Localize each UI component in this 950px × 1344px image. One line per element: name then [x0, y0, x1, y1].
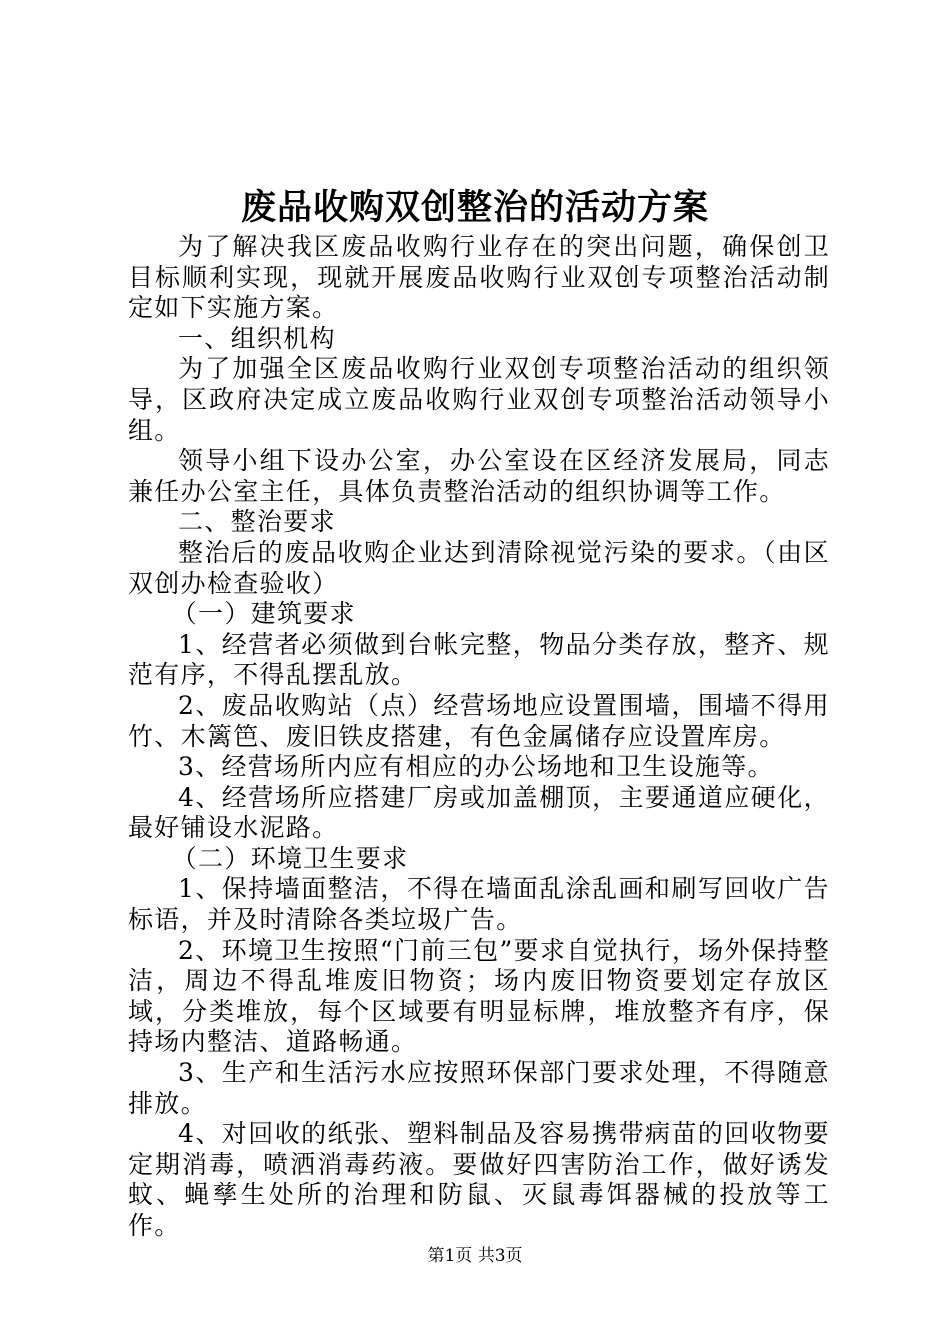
page-number-footer: 第1页 共3页: [427, 1246, 523, 1266]
list-item: 4、对回收的纸张、塑料制品及容易携带病苗的回收物要定期消毒，喷洒消毒药液。要做好四害防治工作，做好诱发蚊、蝇孳生处所的治理和防鼠、灭鼠毒饵器械的投放等工作。: [128, 1119, 830, 1240]
document-body: [128, 232, 830, 1242]
document-title: 废品收购双创整治的活动方案: [240, 187, 709, 228]
paragraph-office: 领导小组下设办公室，办公室设在区经济发展局，同志兼任办公室主任，具体负责整治活动的组织协调等工作。: [128, 446, 830, 506]
list-item: 1、保持墙面整洁，不得在墙面乱涂乱画和刷写回收广告标语，并及时清除各类垃圾广告。: [128, 874, 830, 935]
list-item: 4、经营场所应搭建厂房或加盖棚顶，主要通道应硬化，最好铺设水泥路。: [128, 782, 830, 843]
subsection-heading-sanitation: （二）环境卫生要求: [171, 843, 409, 873]
list-item: 2、废品收购站（点）经营场地应设置围墙，围墙不得用竹、木篱笆、废旧铁皮搭建，有色金属储存应设置库房。: [128, 690, 830, 751]
section-heading-organization: 一、组织机构: [178, 323, 336, 353]
list-item: 3、生产和生活污水应按照环保部门要求处理，不得随意排放。: [128, 1058, 830, 1118]
paragraph-requirements: 整治后的废品收购企业达到清除视觉污染的要求。（由区双创办检查验收）: [128, 537, 830, 598]
subsection-heading-building: （一）建筑要求: [171, 599, 356, 629]
list-item: 3、经营场所内应有相应的办公场地和卫生设施等。: [178, 752, 774, 782]
paragraph-intro: 为了解决我区废品收购行业存在的突出问题，确保创卫目标顺利实现，现就开展废品收购行业双创专项整治活动制定如下实施方案。: [128, 232, 830, 323]
list-item: 1、经营者必须做到台帐完整，物品分类存放，整齐、规范有序，不得乱摆乱放。: [128, 629, 830, 690]
section-heading-requirements: 二、整治要求: [178, 507, 336, 537]
list-item: 2、环境卫生按照“门前三包”要求自觉执行，场外保持整洁，周边不得乱堆废旧物资；场内废旧物资要划定存放区域，分类堆放，每个区域要有明显标牌，堆放整齐有序，保持场内整洁、道路畅通。: [128, 935, 830, 1057]
paragraph-organization: 为了加强全区废品收购行业双创专项整治活动的组织领导，区政府决定成立废品收购行业双创专项整治活动领导小组。: [128, 354, 830, 445]
